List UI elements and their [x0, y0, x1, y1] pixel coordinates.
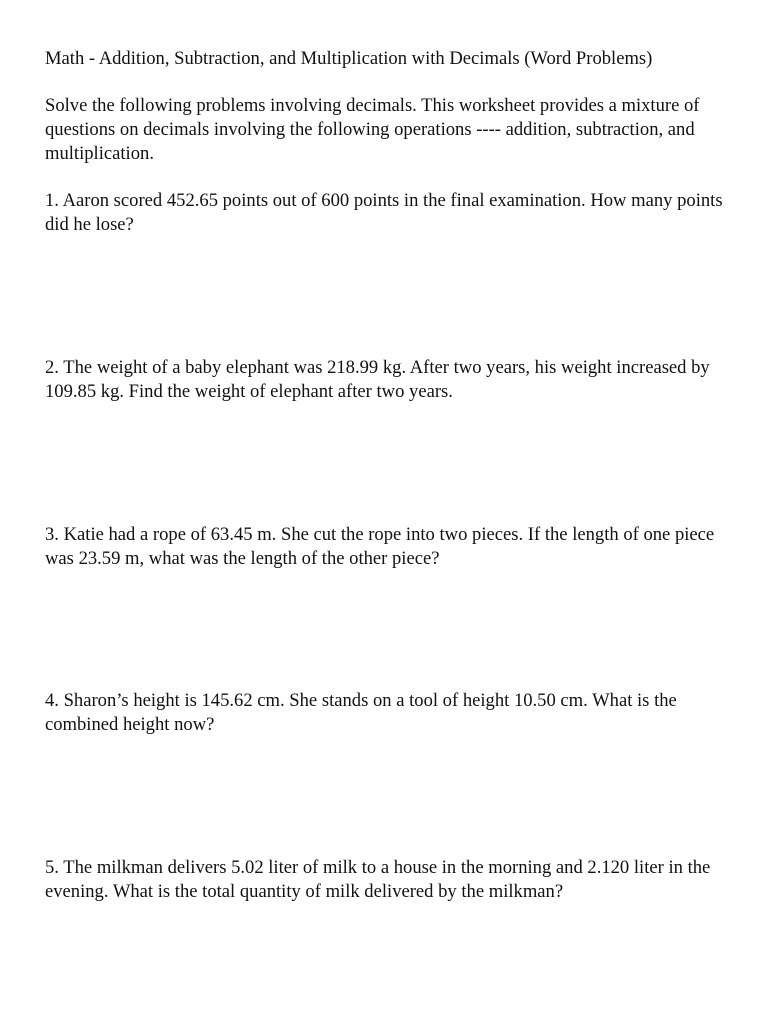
worksheet-instructions: Solve the following problems involving decimals. This worksheet provides a mixture of questions on decimals involving the following operations ---- addition, subtraction, and multiplication.	[45, 95, 700, 164]
question-2: 2. The weight of a baby elephant was 218.99 kg. After two years, his weight increased by 109.85 kg. Find the weight of elephant after two years.	[45, 357, 710, 402]
question-3: 3. Katie had a rope of 63.45 m. She cut the rope into two pieces. If the length of one piece was 23.59 m, what was the length of the other piece?	[45, 524, 715, 569]
question-4: 4. Sharon’s height is 145.62 cm. She stands on a tool of height 10.50 cm. What is the combined height now?	[45, 690, 677, 735]
question-5: 5. The milkman delivers 5.02 liter of milk to a house in the morning and 2.120 liter in the evening. What is the total quantity of milk delivered by the milkman?	[45, 857, 711, 902]
worksheet-title: Math - Addition, Subtraction, and Multiplication with Decimals (Word Problems)	[45, 48, 653, 69]
question-1: 1. Aaron scored 452.65 points out of 600 points in the final examination. How many points did he lose?	[45, 190, 723, 235]
